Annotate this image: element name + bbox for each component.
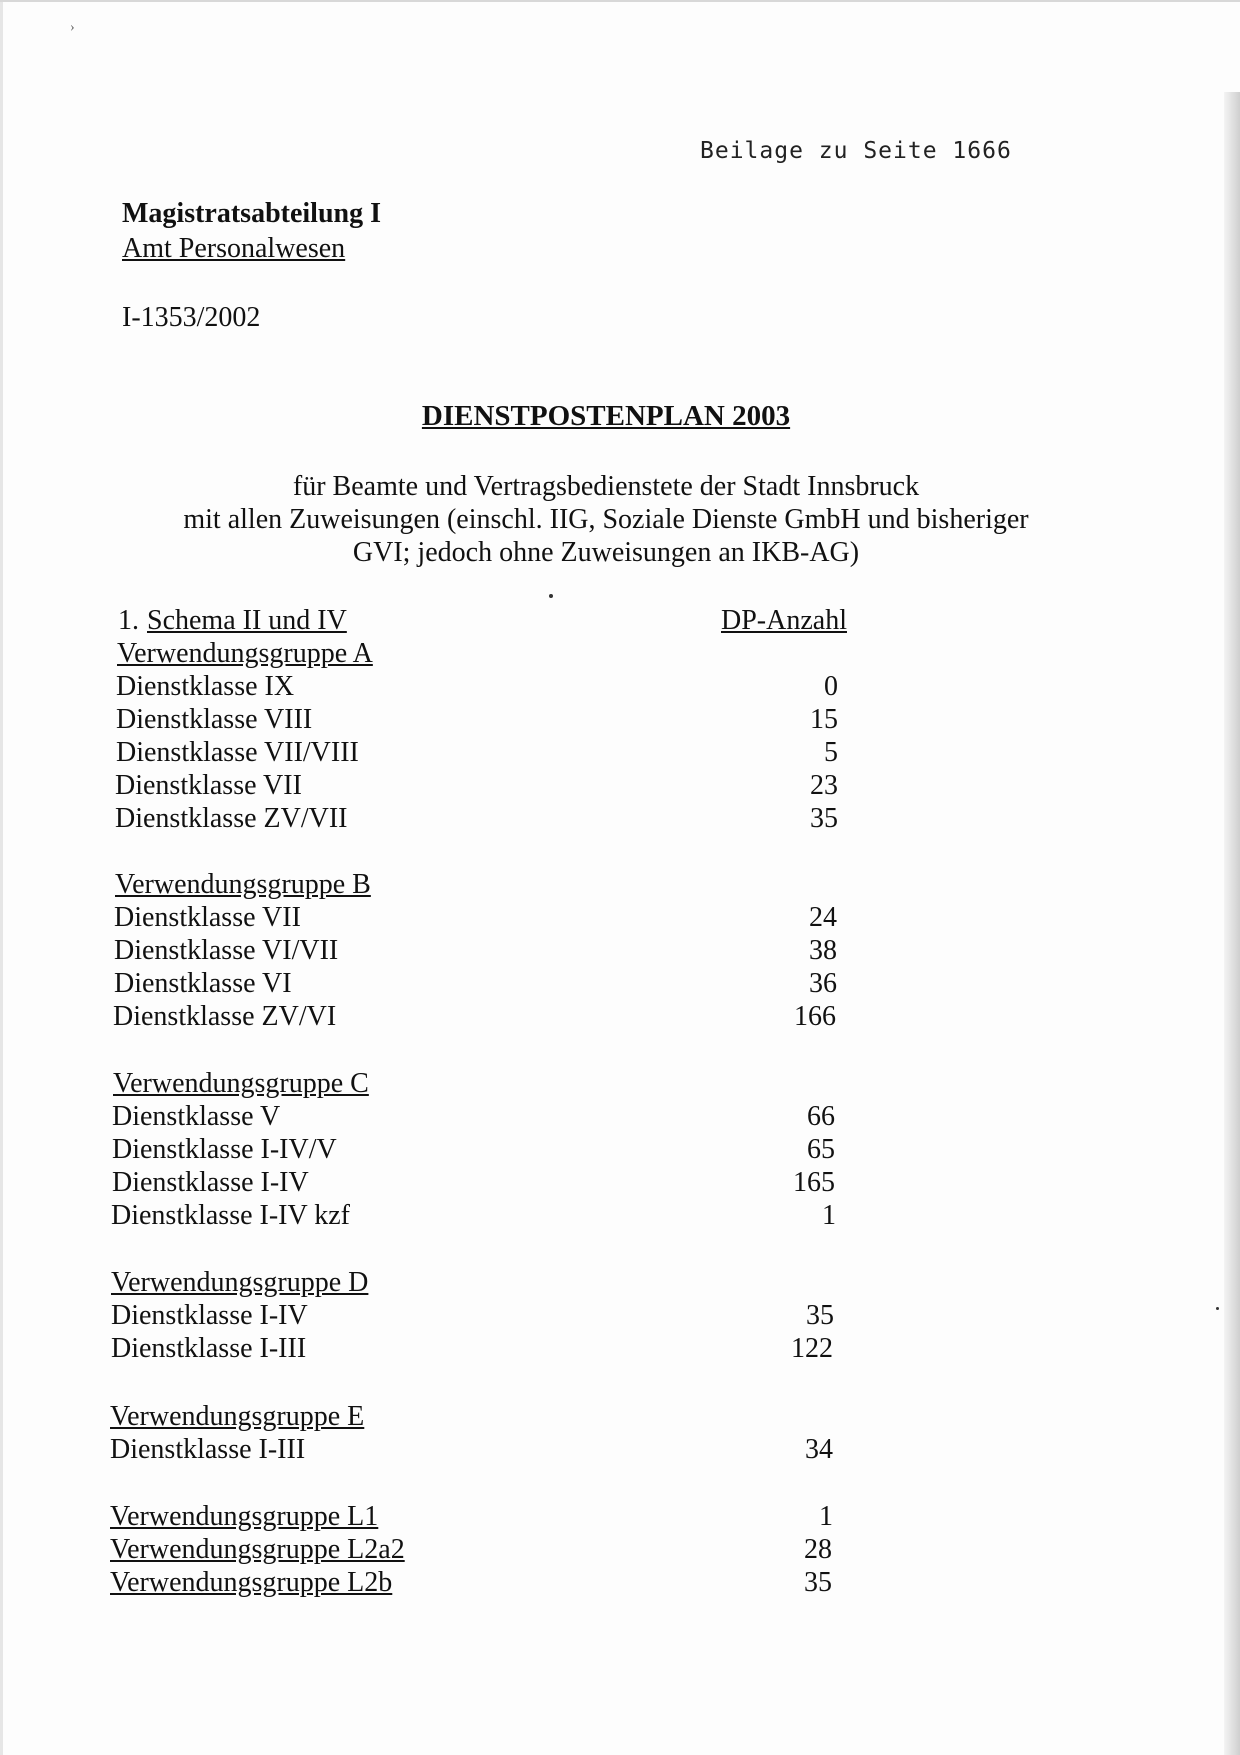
group-name: Verwendungsgruppe E [110, 1401, 365, 1432]
row-value: 5 [824, 737, 838, 768]
document-title: DIENSTPOSTENPLAN 2003 [421, 400, 791, 432]
table-row [0, 1434, 1240, 1467]
table-row [0, 671, 1240, 704]
row-label: Verwendungsgruppe L2a2 [110, 1534, 405, 1565]
row-label: Dienstklasse VI/VII [114, 935, 339, 966]
group-heading [0, 638, 1240, 671]
row-value: 166 [794, 1001, 836, 1032]
table-row [0, 968, 1240, 1001]
table-row [0, 902, 1240, 935]
row-label: Dienstklasse VIII [116, 704, 313, 735]
table-row [0, 1001, 1240, 1034]
table-row [0, 704, 1240, 737]
row-value: 23 [810, 770, 838, 801]
table-row [0, 935, 1240, 968]
row-label: Dienstklasse ZV/VII [115, 803, 348, 834]
row-label: Dienstklasse V [112, 1101, 281, 1132]
row-value: 35 [804, 1567, 832, 1598]
row-value: 0 [824, 671, 838, 702]
row-value: 122 [791, 1333, 833, 1364]
row-value: 24 [809, 902, 837, 933]
row-label: Dienstklasse I-IV [112, 1167, 309, 1198]
table-row [0, 803, 1240, 836]
row-value: 65 [807, 1134, 835, 1165]
group-name: Verwendungsgruppe C [113, 1068, 369, 1099]
beilage-note: Beilage zu Seite 1666 [700, 138, 1012, 164]
row-label: Dienstklasse IX [116, 671, 295, 702]
row-label: Dienstklasse VII [115, 770, 302, 801]
scan-mark: › [70, 20, 75, 35]
department-name: Magistratsabteilung I [122, 198, 381, 229]
table-row [0, 1134, 1240, 1167]
row-label: Verwendungsgruppe L2b [110, 1567, 393, 1598]
row-label: Verwendungsgruppe L1 [110, 1501, 379, 1532]
subtitle-line-1: für Beamte und Vertragsbedienstete der Stadt Innsbruck [292, 471, 920, 502]
row-value: 35 [810, 803, 838, 834]
table-row [0, 1167, 1240, 1200]
group-heading [0, 1267, 1240, 1300]
row-label: Dienstklasse I-IV/V [112, 1134, 337, 1165]
row-value: 66 [807, 1101, 835, 1132]
speck [549, 594, 553, 598]
row-label: Dienstklasse VII/VIII [116, 737, 359, 768]
row-label: Dienstklasse I-III [110, 1434, 306, 1465]
row-label: Dienstklasse VI [114, 968, 292, 999]
row-value: 165 [793, 1167, 835, 1198]
section-header [0, 605, 1240, 638]
group-heading [0, 1068, 1240, 1101]
table-row [0, 737, 1240, 770]
group-name: Verwendungsgruppe B [115, 869, 371, 900]
row-label: Dienstklasse ZV/VI [113, 1001, 337, 1032]
table-row [0, 1101, 1240, 1134]
office-name: Amt Personalwesen [122, 233, 346, 264]
row-label: Dienstklasse I-III [111, 1333, 307, 1364]
group-heading [0, 869, 1240, 902]
table-row [0, 1300, 1240, 1333]
speck [1216, 1307, 1219, 1310]
row-value: 36 [809, 968, 837, 999]
row-value: 34 [805, 1434, 833, 1465]
table-row [0, 1534, 1240, 1567]
table-row [0, 770, 1240, 803]
table-row [0, 1200, 1240, 1233]
group-name: Verwendungsgruppe A [117, 638, 373, 669]
row-value: 15 [810, 704, 838, 735]
table-row [0, 1567, 1240, 1600]
row-value: 28 [804, 1534, 832, 1565]
row-value: 1 [822, 1200, 836, 1231]
group-name: Verwendungsgruppe D [111, 1267, 369, 1298]
section-number: 1. [118, 605, 139, 636]
section-label: Schema II und IV [147, 605, 347, 636]
table-row [0, 1501, 1240, 1534]
row-value: 1 [819, 1501, 833, 1532]
reference-number: I-1353/2002 [122, 302, 261, 333]
row-value: 38 [809, 935, 837, 966]
group-heading [0, 1401, 1240, 1434]
row-label: Dienstklasse I-IV kzf [111, 1200, 350, 1231]
row-value: 35 [806, 1300, 834, 1331]
row-label: Dienstklasse VII [114, 902, 301, 933]
row-label: Dienstklasse I-IV [111, 1300, 308, 1331]
subtitle-line-3: GVI; jedoch ohne Zuweisungen an IKB-AG) [352, 537, 860, 568]
count-header: DP-Anzahl [721, 605, 847, 636]
table-row [0, 1333, 1240, 1366]
subtitle-line-2: mit allen Zuweisungen (einschl. IIG, Soziale Dienste GmbH und bisheriger [183, 504, 1029, 535]
